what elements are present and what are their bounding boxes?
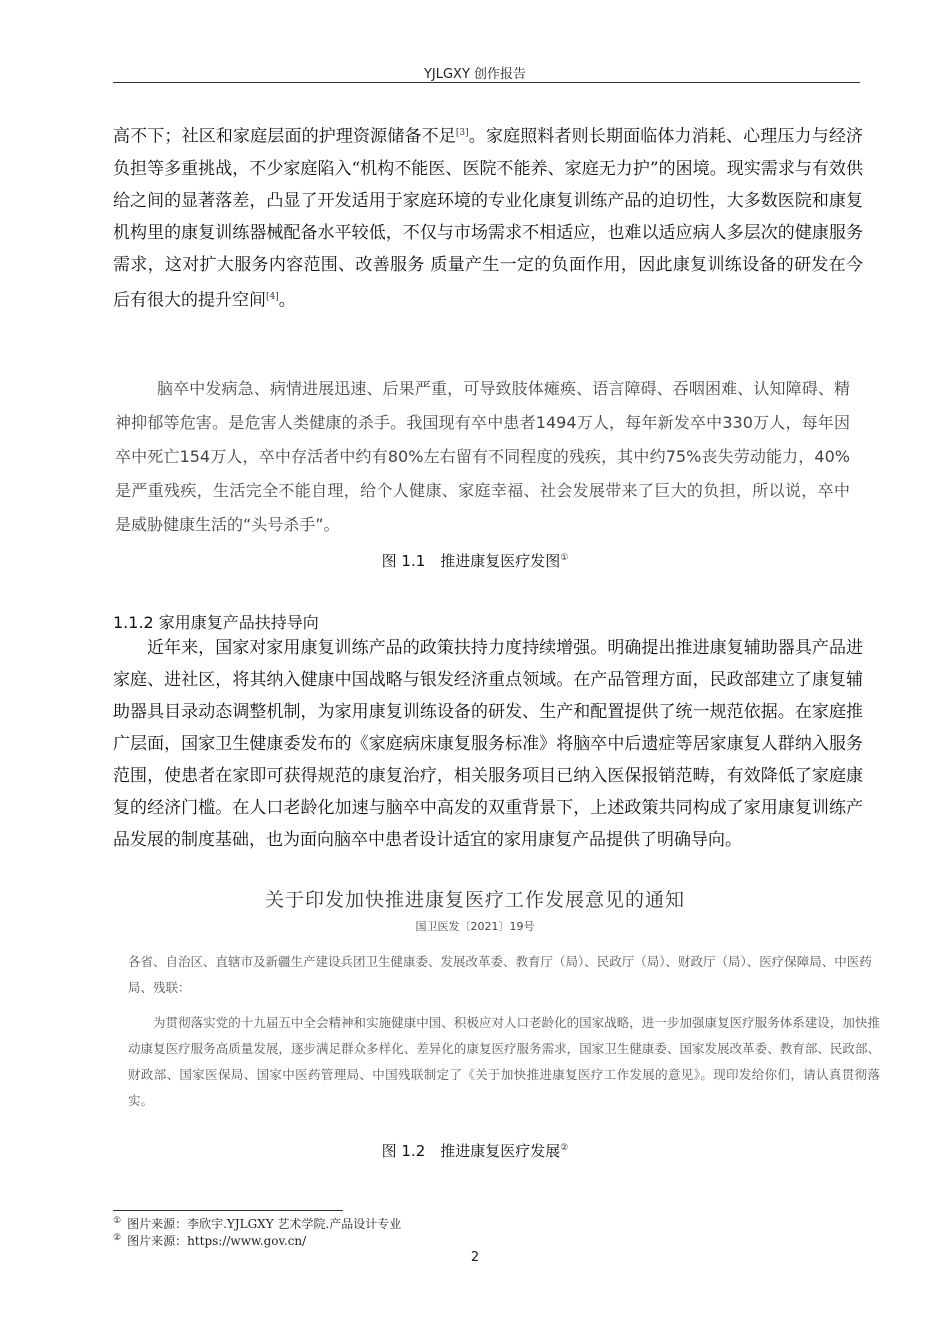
figure1-image-text: 脑卒中发病急、病情进展迅速、后果严重，可导致肢体瘫痪、语言障碍、吞咽困难、认知障碍、精神抑郁等危害。是危害人类健康的杀手。我国现有卒中患者1494万人，每年新发卒中330万人，每年因卒中死亡154万人，卒中存活者中约有80%左右留有不同程度的残疾，其中约75%丧失劳动能力，40%是严重残疾，生活完全不能自理，给个人健康、家庭幸福、社会发展带来了巨大的负担，所以说，卒中是威胁健康生活的“头号杀手”。 — [115, 379, 850, 534]
header-divider — [113, 82, 860, 83]
citation-4: [4] — [266, 291, 279, 302]
notice-addressees: 各省、自治区、直辖市及新疆生产建设兵团卫生健康委、发展改革委、教育厅（局）、民政厅（局）、财政厅（局）、医疗保障局、中医药局、残联： — [128, 954, 872, 995]
footnote-2 — [113, 1232, 306, 1249]
footnote-2-text[interactable]: 图片来源：https://www.gov.cn/ — [127, 1234, 307, 1248]
footnote-ref-1: ① — [560, 553, 569, 563]
header-title: YJLGXY 创作报告 — [423, 67, 527, 82]
section-paragraph: 近年来，国家对家用康复训练产品的政策扶持力度持续增强。明确提出推进康复辅助器具产品进家庭、进社区，将其纳入健康中国战略与银发经济重点领域。在产品管理方面，民政部建立了康复辅助器具目录动态调整机制，为家用康复训练设备的研发、生产和配置提供了统一规范依据。在家庭推广层面，国家卫生健康委发布的《家庭病床康复服务标准》将脑卒中后遗症等居家康复人群纳入服务范围，使患者在家即可获得规范的康复治疗，相关服务项目已纳入医保报销范畴，有效降低了家庭康复的经济门槛。在人口老龄化加速与脑卒中高发的双重背景下，上述政策共同构成了家用康复训练产品发展的制度基础，也为面向脑卒中患者设计适宜的家用康复产品提供了明确导向。 — [113, 638, 863, 850]
intro-text-part1: 高不下；社区和家庭层面的护理资源储备不足 — [113, 126, 456, 147]
intro-text-part2: 。家庭照料者则长期面临体力消耗、心理压力与经济负担等多重挑战，不少家庭陷入“机构不能医、医院不能养、家庭无力护”的困境。现实需求与有效供给之间的显著落差，凸显了开发适用于家庭环境的专业化康复训练产品的迫切性，大多数医院和康复机构里的康复训练器械配备水平较低，不仅与市场需求不相适应，也难以适应病人多层次的健康服务需求，这对扩大服务内容范围、改善服务 质量产生一定的负面作用，因此康复训练设备的研发在今后有很大的提升空间 — [113, 126, 863, 311]
footnote-divider — [113, 1210, 343, 1211]
notice-title: 关于印发加快推进康复医疗工作发展意见的通知 — [264, 889, 685, 911]
footnote-ref-2: ② — [560, 1143, 569, 1153]
section-heading: 1.1.2 家用康复产品扶持导向 — [113, 613, 319, 632]
notice-body: 为贯彻落实党的十九届五中全会精神和实施健康中国、积极应对人口老龄化的国家战略，进一步加强康复医疗服务体系建设，加快推动康复医疗服务高质量发展，逐步满足群众多样化、差异化的康复医疗服务需求，国家卫生健康委、国家发展改革委、教育部、民政部、财政部、国家医保局、国家中医药管理局、中国残联制定了《关于加快推进康复医疗工作发展的意见》。现印发给你们，请认真贯彻落实。 — [128, 1015, 880, 1108]
notice-document-number: 国卫医发〔2021〕19号 — [415, 920, 535, 933]
figure2-caption — [0, 1140, 950, 1161]
figure1-caption-text: 图 1.1 推进康复医疗发图 — [381, 552, 561, 570]
citation-3: [3] — [455, 128, 469, 138]
page-number: 2 — [470, 1250, 480, 1265]
figure2-caption-text: 图 1.2 推进康复医疗发展 — [381, 1142, 561, 1160]
footnote-1-mark: ① — [113, 1216, 122, 1226]
footnote-1 — [113, 1215, 401, 1232]
intro-paragraph — [113, 117, 863, 316]
footnote-1-text: 图片来源：李欣宇.YJLGXY 艺术学院.产品设计专业 — [127, 1217, 402, 1231]
footnote-2-mark: ② — [113, 1233, 122, 1243]
figure1-caption — [0, 550, 950, 571]
intro-text-part3: 。 — [278, 290, 296, 311]
